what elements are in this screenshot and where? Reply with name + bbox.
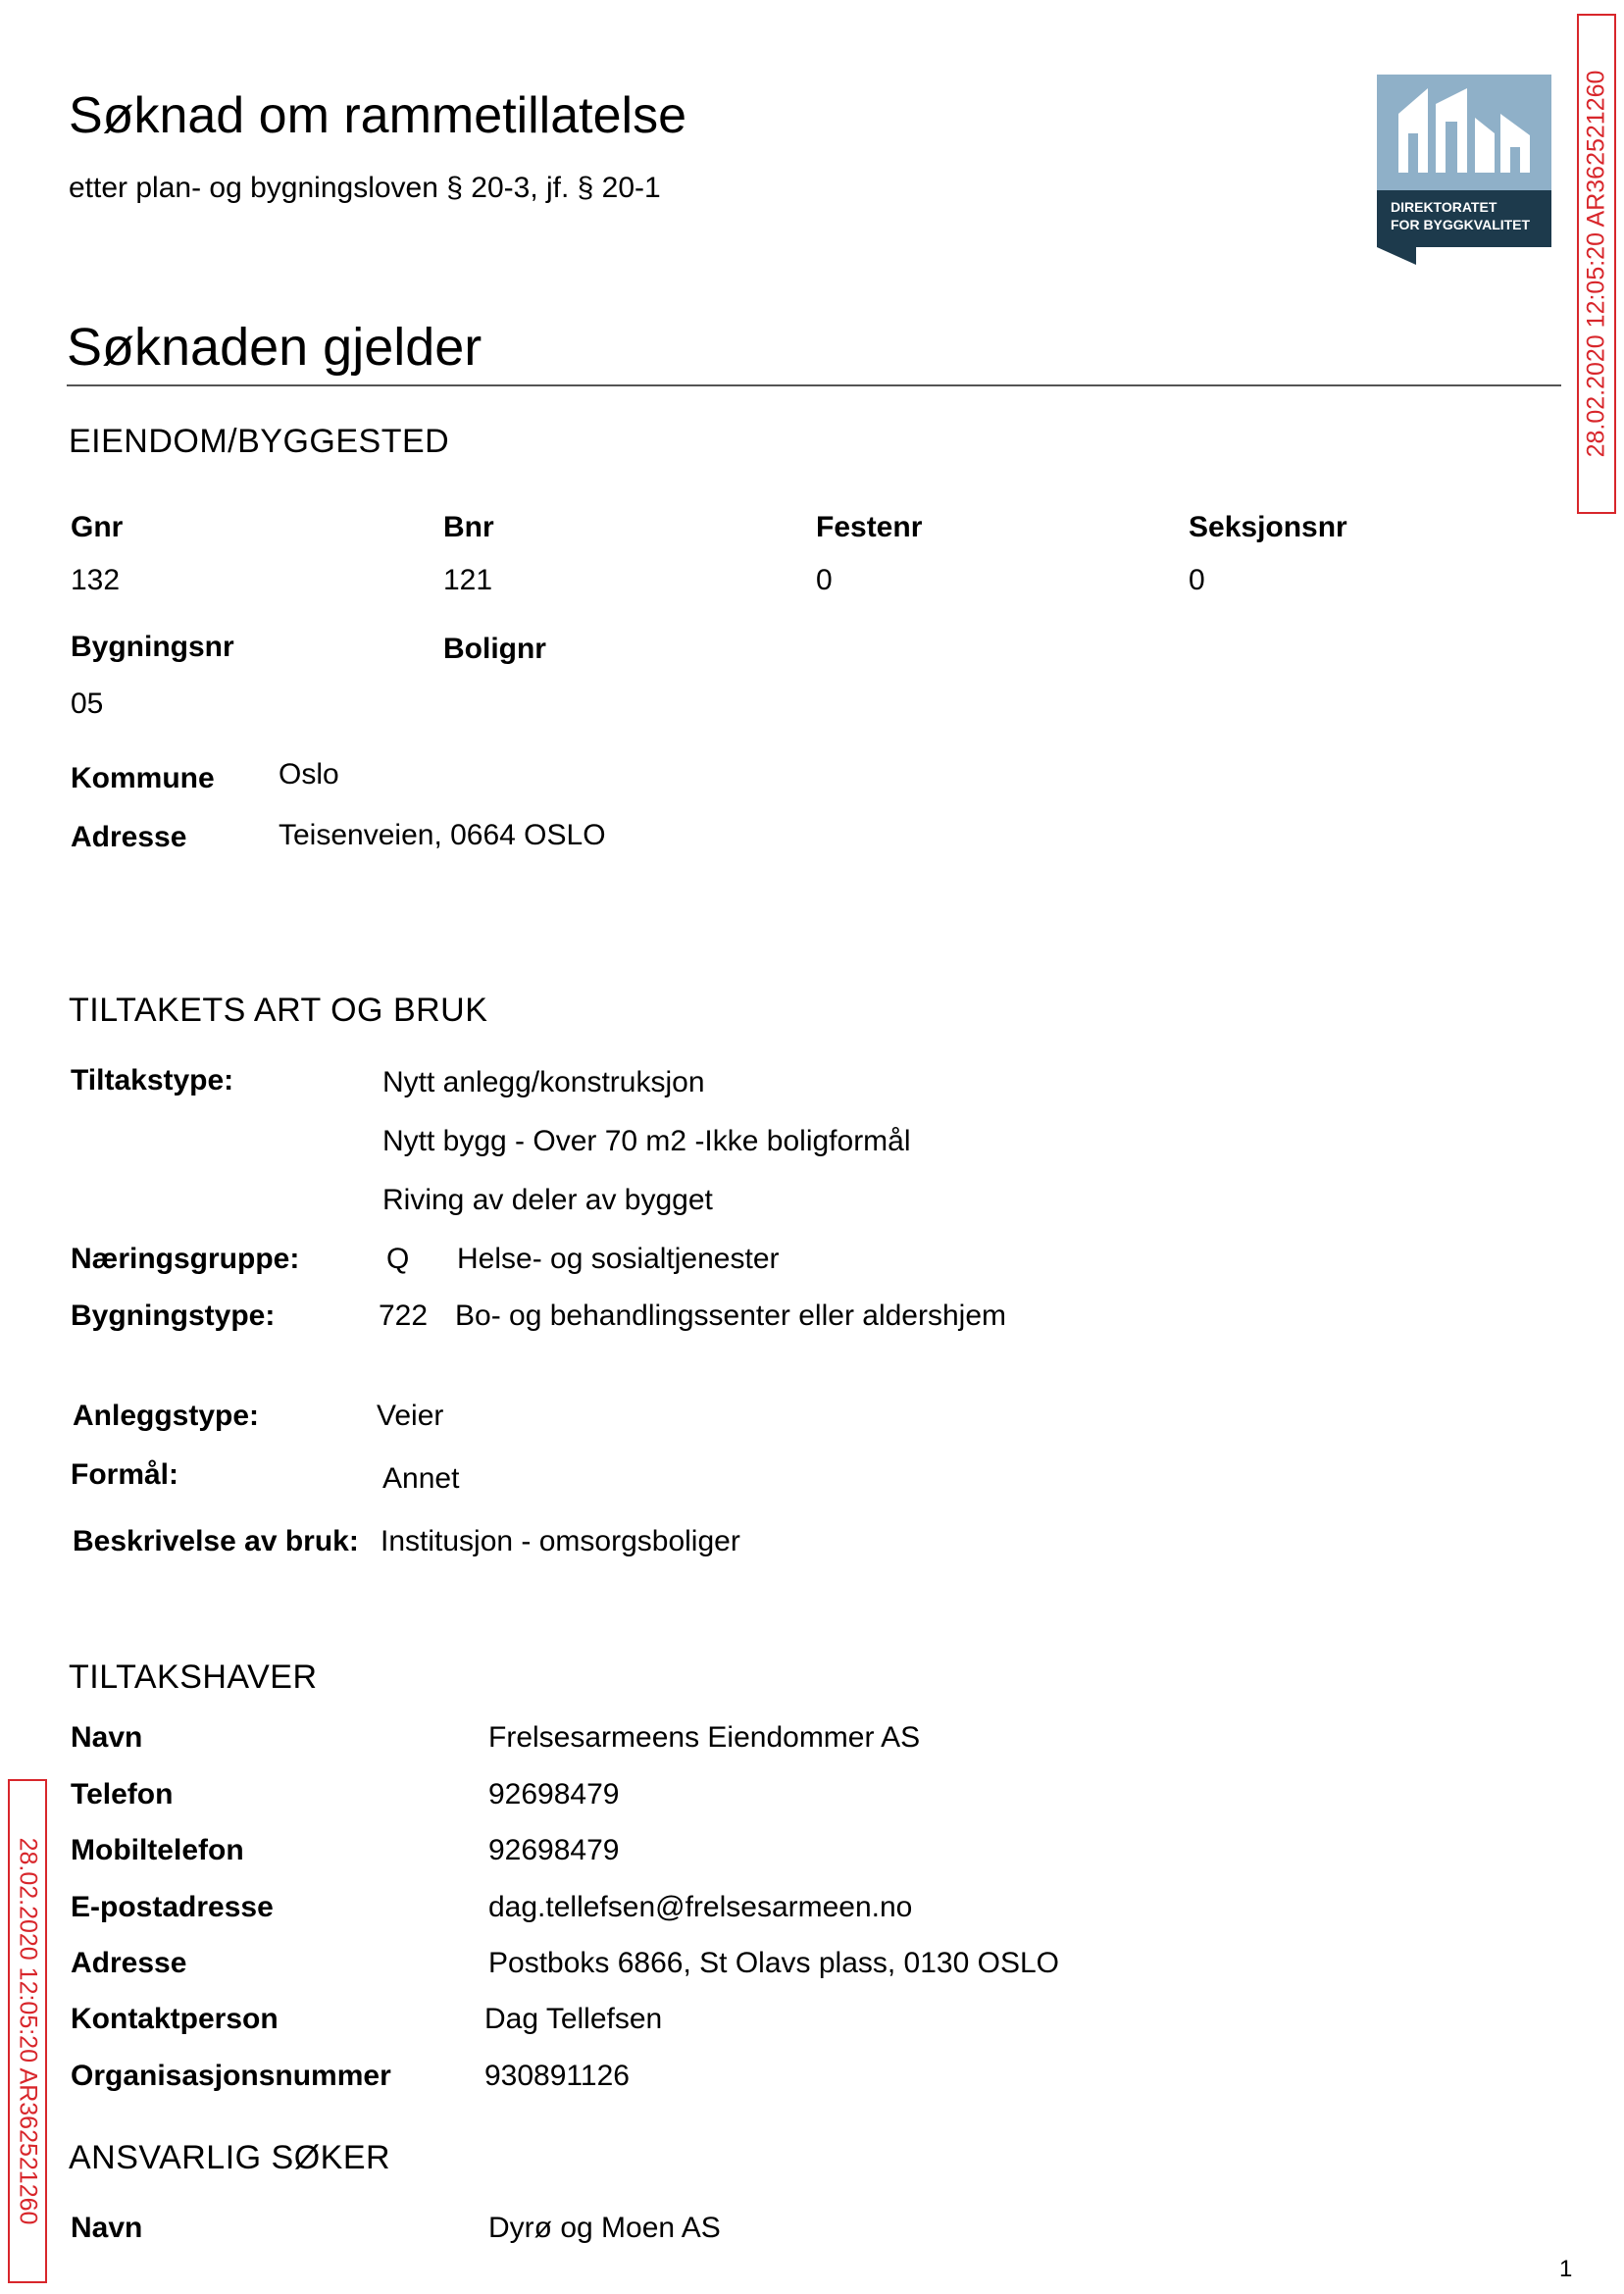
page-number: 1 — [1559, 2256, 1573, 2282]
ansvarlig-navn-label: Navn — [71, 2212, 143, 2244]
gnr-value: 132 — [71, 564, 121, 596]
seksjonsnr-label: Seksjonsnr — [1189, 511, 1347, 543]
beskrivelse-value: Institusjon - omsorgsboliger — [381, 1525, 740, 1557]
bygningstype-code: 722 — [379, 1300, 429, 1332]
tiltakstype-item: Riving av deler av bygget — [382, 1184, 713, 1216]
tiltakshaver-orgnr-value: 930891126 — [484, 2060, 630, 2092]
bolignr-label: Bolignr — [443, 633, 546, 665]
formal-label: Formål: — [71, 1458, 179, 1491]
anleggstype-label: Anleggstype: — [73, 1400, 260, 1432]
festenr-label: Festenr — [816, 511, 923, 543]
tiltakstype-label: Tiltakstype: — [71, 1064, 234, 1096]
receipt-stamp-left-text: 28.02.2020 12:05:20 AR362521260 — [14, 1837, 42, 2225]
festenr-value: 0 — [816, 564, 833, 596]
bygningsnr-label: Bygningsnr — [71, 631, 234, 663]
tiltakshaver-mobil-value: 92698479 — [488, 1834, 620, 1866]
tiltakstype-item: Nytt bygg - Over 70 m2 -Ikke boligformål — [382, 1125, 911, 1157]
receipt-stamp-left — [8, 1779, 47, 2283]
section-title-ansvarlig: ANSVARLIG SØKER — [69, 2139, 391, 2176]
ansvarlig-navn-value: Dyrø og Moen AS — [488, 2212, 721, 2244]
tiltakshaver-epost-label: E-postadresse — [71, 1891, 274, 1923]
kommune-label: Kommune — [71, 762, 215, 794]
document-title: Søknad om rammetillatelse — [69, 87, 686, 144]
bygningstype-label: Bygningstype: — [71, 1300, 276, 1332]
tiltakshaver-kontakt-label: Kontaktperson — [71, 2003, 279, 2035]
tiltakstype-item: Nytt anlegg/konstruksjon — [382, 1066, 705, 1098]
kommune-value: Oslo — [279, 758, 339, 790]
naeringsgruppe-code: Q — [386, 1243, 410, 1275]
tiltakshaver-kontakt-value: Dag Tellefsen — [484, 2003, 663, 2035]
tiltakshaver-orgnr-label: Organisasjonsnummer — [71, 2060, 391, 2092]
formal-value: Annet — [382, 1462, 460, 1495]
beskrivelse-label: Beskrivelse av bruk: — [73, 1525, 359, 1557]
tiltakshaver-navn-label: Navn — [71, 1721, 143, 1754]
adresse-value: Teisenveien, 0664 OSLO — [279, 819, 606, 851]
document-subtitle: etter plan- og bygningsloven § 20-3, jf. § 20-1 — [69, 172, 661, 204]
section-heading-soknaden: Søknaden gjelder — [67, 318, 482, 377]
section-title-tiltakshaver: TILTAKSHAVER — [69, 1658, 318, 1696]
dibk-logo — [1377, 75, 1551, 265]
tiltakshaver-mobil-label: Mobiltelefon — [71, 1834, 244, 1866]
bnr-label: Bnr — [443, 511, 494, 543]
naeringsgruppe-value: Helse- og sosialtjenester — [457, 1243, 780, 1275]
tiltakshaver-adresse-value: Postboks 6866, St Olavs plass, 0130 OSLO — [488, 1947, 1059, 1979]
section-title-tiltak: TILTAKETS ART OG BRUK — [69, 992, 488, 1029]
section-title-eiendom: EIENDOM/BYGGESTED — [69, 423, 450, 460]
receipt-stamp-right-text: 28.02.2020 12:05:20 AR362521260 — [1582, 70, 1610, 458]
tiltakshaver-adresse-label: Adresse — [71, 1947, 187, 1979]
naeringsgruppe-label: Næringsgruppe: — [71, 1243, 300, 1275]
logo-text-line1: DIREKTORATET — [1391, 199, 1497, 215]
bygningsnr-value: 05 — [71, 688, 104, 720]
bygningstype-value: Bo- og behandlingssenter eller aldershjem — [455, 1300, 1007, 1332]
seksjonsnr-value: 0 — [1189, 564, 1205, 596]
heading-divider — [67, 384, 1561, 386]
adresse-label: Adresse — [71, 821, 187, 853]
logo-text-line2: FOR BYGGKVALITET — [1391, 217, 1531, 232]
receipt-stamp-right — [1577, 14, 1616, 514]
bnr-value: 121 — [443, 564, 493, 596]
anleggstype-value: Veier — [377, 1400, 444, 1432]
tiltakshaver-telefon-label: Telefon — [71, 1778, 174, 1810]
tiltakshaver-navn-value: Frelsesarmeens Eiendommer AS — [488, 1721, 921, 1754]
gnr-label: Gnr — [71, 511, 124, 543]
tiltakshaver-epost-value: dag.tellefsen@frelsesarmeen.no — [488, 1891, 913, 1923]
tiltakshaver-telefon-value: 92698479 — [488, 1778, 620, 1810]
